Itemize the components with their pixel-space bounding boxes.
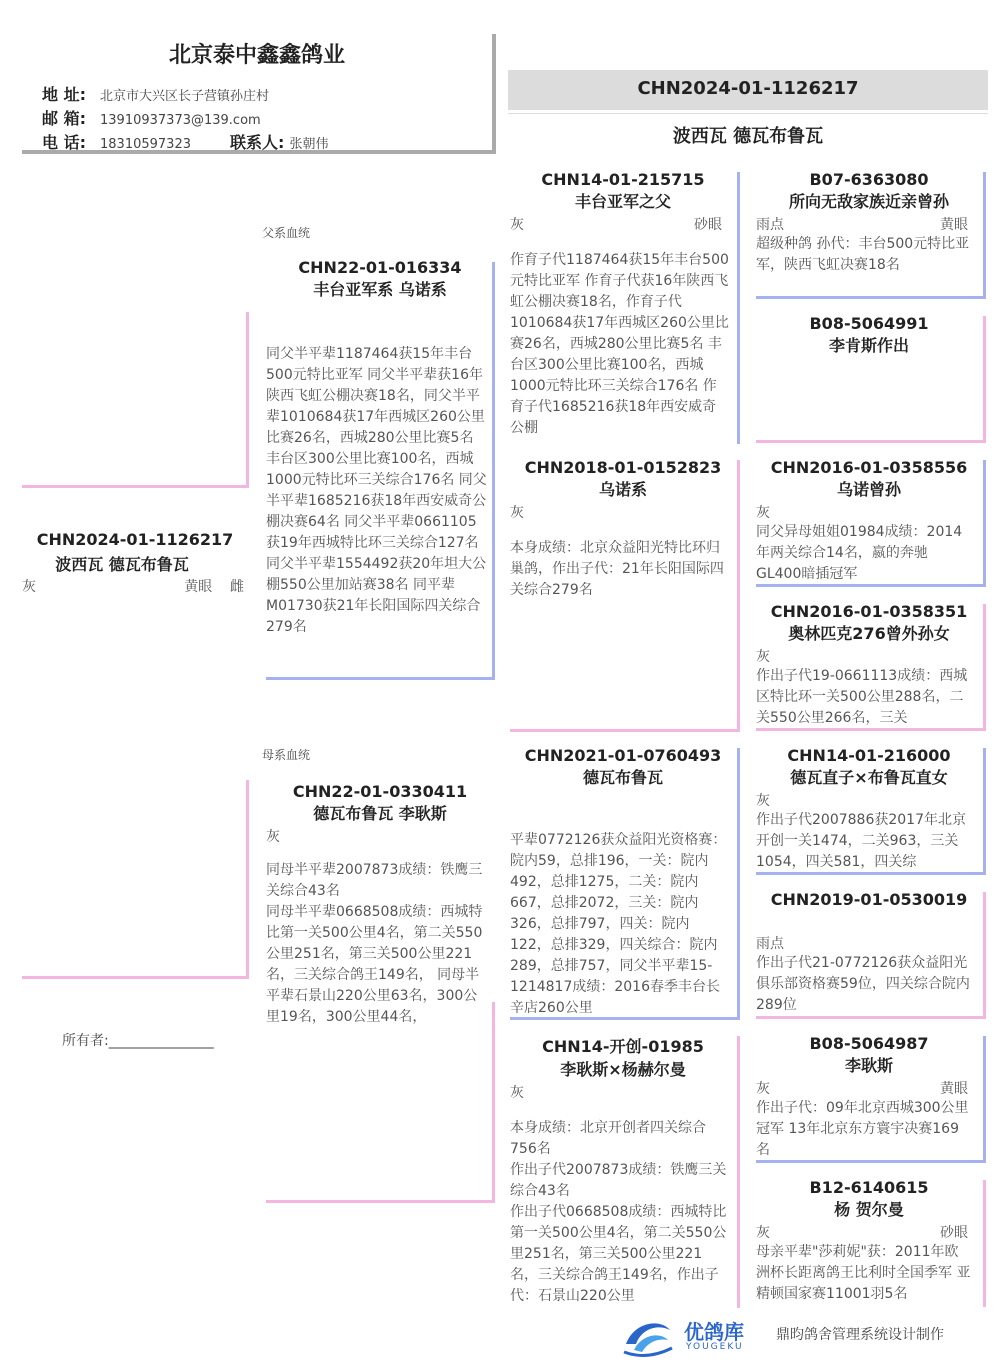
ss-right-line: [737, 172, 740, 444]
dsd-right-line: [983, 892, 986, 1019]
dam-ring: CHN22-01-0330411: [292, 782, 468, 801]
subject-sex: 雌: [230, 579, 244, 595]
ds-bottom-line: [510, 1017, 740, 1020]
sss-eye: 黄眼: [940, 217, 968, 233]
sd-ring: CHN2018-01-0152823: [524, 458, 722, 477]
sdd-color: 灰: [756, 649, 770, 665]
sdd-bottom-line: [756, 728, 986, 731]
dss-name: 德瓦直子×布鲁瓦直女: [790, 768, 948, 787]
footer-logo: [620, 1312, 760, 1360]
sd-desc: 本身成绩：北京众益阳光特比环归巢鸽，作出子代：21年长阳国际四关综合279名: [510, 540, 724, 598]
dss-color: 灰: [756, 793, 770, 809]
dss-right-line: [983, 748, 986, 875]
sss-card: [756, 170, 982, 298]
wave-logo-icon: [620, 1314, 676, 1358]
header-divider: [508, 113, 988, 114]
ds-ring: CHN2021-01-0760493: [524, 746, 722, 765]
subject-top-line: [22, 485, 248, 488]
sire-section-label: 父系血统: [262, 226, 311, 240]
sd-right-line: [737, 460, 740, 732]
dd-desc1: 本身成绩：北京开创者四关综合756名: [510, 1120, 706, 1157]
sd-color: 灰: [510, 505, 524, 521]
ss-color: 灰: [510, 217, 524, 233]
ddd-desc: 母亲平辈"莎莉妮"获：2011年欧洲杯长距离鸽王比利时全国季军 亚精顿国家赛11001羽5名: [756, 1244, 971, 1302]
dd-ring: CHN14-开创-01985: [542, 1037, 704, 1056]
sds-desc: 同父异母姐姐01984成绩：2014年两关综合14名，嬴的奔驰GL400暗插冠军: [756, 524, 963, 582]
sire-card: [266, 258, 494, 678]
sire-ring: CHN22-01-016334: [298, 258, 462, 277]
sss-right-line: [983, 172, 986, 299]
dam-color: 灰: [266, 829, 280, 845]
dds-bottom-line: [756, 1160, 986, 1163]
owner-label: 所有者:: [62, 1033, 109, 1049]
ds-card: [510, 746, 736, 1018]
dd-name: 李耿斯×杨赫尔曼: [560, 1060, 686, 1079]
sds-color: 灰: [756, 505, 770, 521]
dsd-card: [756, 890, 982, 1016]
dsd-desc: 作出子代21-0772126获众益阳光俱乐部资格赛59位，四关综合院内289位: [756, 955, 970, 1013]
address-label: 地 址:: [42, 85, 86, 104]
sire-bottom-line: [266, 677, 495, 680]
ddd-eye: 砂眼: [940, 1225, 968, 1241]
ddd-name: 杨 贺尔曼: [834, 1200, 904, 1219]
logo-text: 优鸽库: [684, 1320, 744, 1344]
sss-bottom-line: [756, 296, 986, 299]
sire-name: 丰台亚军系 乌诺系: [313, 280, 447, 299]
sds-ring: CHN2016-01-0358556: [770, 458, 968, 477]
ssd-right-line: [983, 316, 986, 443]
header-name: 波西瓦 德瓦布鲁瓦: [672, 126, 824, 147]
subject-name: 波西瓦 德瓦布鲁瓦: [55, 555, 189, 574]
subject-right-line: [246, 312, 249, 488]
sds-bottom-line: [756, 584, 986, 587]
sd-card: [510, 458, 736, 728]
sdd-desc: 作出子代19-0661113成绩：西城区特比环一关500公里288名，二关550公里266名，三关: [756, 668, 968, 726]
footer-credit: 鼎昀鸽舍管理系统设计制作: [776, 1327, 944, 1343]
dam-bottom-line: [266, 1200, 495, 1203]
sss-name: 所向无敌家族近亲曾孙: [788, 192, 949, 211]
dd-right-line: [737, 1036, 740, 1308]
subject-eye: 黄眼: [184, 579, 213, 595]
dds-ring: B08-5064987: [809, 1034, 929, 1053]
dam-card: [266, 782, 494, 1202]
dam-desc1: 同母半平辈2007873成绩：铁鹰三关综合43名: [266, 862, 483, 899]
dds-card: [756, 1034, 982, 1160]
email-label: 邮 箱:: [42, 109, 86, 128]
contact-label: 联系人:: [230, 133, 285, 152]
sdd-ring: CHN2016-01-0358351: [770, 602, 968, 621]
dsd-bottom-line: [756, 1016, 986, 1019]
ddd-ring: B12-6140615: [809, 1178, 929, 1197]
dds-desc: 作出子代：09年北京西城300公里冠军 13年北京东方寰宇决赛169名: [756, 1100, 969, 1158]
sds-card: [756, 458, 982, 586]
dds-color: 灰: [756, 1081, 770, 1097]
ss-desc: 作育子代1187464获15年丰台500元特比亚军 作育子代获16年陕西飞虹公棚决赛18名，作育子代1010684获17年西城区260公里比赛26名，西城280公里比赛5名 丰台区300公里比赛100名，西城1000元特比环三关综合176名 作育子代1685216获18年西安威奇公棚: [510, 252, 729, 436]
contact-value: 张朝伟: [289, 137, 329, 152]
dss-card: [756, 746, 982, 872]
phone-value: 18310597323: [100, 137, 191, 152]
subject-color: 灰: [22, 579, 36, 595]
subject-bottom-line: [22, 976, 248, 979]
company-box: [22, 34, 496, 154]
dsd-ring: CHN2019-01-0530019: [770, 890, 968, 909]
sdd-right-line: [983, 604, 986, 731]
dam-name: 德瓦布鲁瓦 李耿斯: [313, 804, 447, 823]
ddd-color: 灰: [756, 1225, 770, 1241]
subject-right-line-lower: [246, 780, 249, 979]
sds-right-line: [983, 460, 986, 587]
ss-card: [510, 170, 736, 442]
sire-desc: 同父半平辈1187464获15年丰台500元特比亚军 同父半平辈获16年陕西飞虹公棚决赛18名，同父半平辈1010684获17年西城区260公里比赛26名，西城280公里比赛5名 丰台区300公里比赛100名，西城1000元特比环三关综合176名 同父半平辈1685216获18年西安威奇公棚决赛64名 同父半平辈0661105获19年西城特比环三关综合127名 同父半平辈1554492获20年坦大公棚550公里加站赛38名 同平辈M01730获21年长阳国际四关综合279名: [266, 346, 487, 635]
dam-right-line: [492, 1002, 495, 1202]
dd-card: [510, 1034, 736, 1306]
owner-line: [62, 1030, 214, 1050]
email-value: 13910937373@139.com: [100, 113, 261, 128]
ssd-bottom-line: [756, 440, 986, 443]
sss-ring: B07-6363080: [809, 170, 929, 189]
ssd-ring: B08-5064991: [809, 314, 929, 333]
dd-desc3: 作出子代0668508成绩：西城特比第一关500公里4名，第二关550公里251名，第三关500公里221名，三关综合鸽王149名，作出子代：石景山220公里: [510, 1204, 727, 1304]
sss-color: 雨点: [756, 217, 784, 233]
ssd-name: 李肯斯作出: [828, 336, 909, 355]
dsd-color: 雨点: [756, 936, 784, 952]
header-ring: CHN2024-01-1126217: [637, 78, 859, 99]
dds-eye: 黄眼: [940, 1081, 968, 1097]
sss-desc: 超级种鸽 孙代：丰台500元特比亚军，陕西飞虹决赛18名: [756, 236, 970, 273]
header-ring-banner: [508, 70, 988, 110]
sd-bottom-line: [510, 729, 740, 732]
subject-attrs: [22, 576, 244, 596]
dds-right-line: [983, 1036, 986, 1163]
sire-right-line: [492, 262, 495, 680]
ddd-card: [756, 1178, 982, 1306]
dss-desc: 作出子代2007886获2017年北京开创一关1474，二关963，三关1054，四关581，四关综: [756, 812, 966, 870]
dss-ring: CHN14-01-216000: [787, 746, 951, 765]
sdd-name: 奥林匹克276曾外孙女: [788, 624, 950, 643]
dam-section-label: 母系血统: [262, 748, 311, 762]
company-name: 北京泰中鑫鑫鸽业: [168, 43, 345, 68]
ds-right-line: [737, 748, 740, 1020]
ss-ring: CHN14-01-215715: [541, 170, 705, 189]
dss-bottom-line: [756, 872, 986, 875]
ss-eye: 砂眼: [694, 217, 722, 233]
phone-label: 电 话:: [42, 133, 86, 152]
sd-name: 乌诺系: [598, 480, 647, 499]
sds-name: 乌诺曾孙: [836, 480, 901, 499]
ds-desc: 平辈0772126获众益阳光资格赛：院内59，总排196，一关：院内492，总排1275，二关：院内667，总排2072，三关：院内326，总排797，四关：院内122，总排329，四关综合：院内289，总排757，同父半平辈15-1214817成绩：2016春季丰台长辛店260公里: [510, 832, 727, 1016]
ds-name: 德瓦布鲁瓦: [582, 768, 663, 787]
dds-name: 李耿斯: [844, 1056, 893, 1075]
ddd-right-line: [983, 1180, 986, 1307]
ss-name: 丰台亚军之父: [574, 192, 671, 211]
owner-underline: _______________: [108, 1033, 214, 1049]
logo-subtext: YOUGEKU: [686, 1342, 744, 1352]
address-value: 北京市大兴区长子营镇孙庄村: [100, 89, 270, 104]
ssd-card: [756, 314, 982, 442]
dam-desc2: 同母半平辈0668508成绩：西城特比第一关500公里4名，第二关550公里251名，第三关500公里221名，三关综合鸽王149名， 同母半平辈石景山220公里63名，300公里19名，300公里44名，: [266, 904, 483, 1025]
subject-ring: CHN2024-01-1126217: [36, 530, 234, 549]
sdd-card: [756, 602, 982, 728]
dd-desc2: 作出子代2007873成绩：铁鹰三关综合43名: [510, 1162, 727, 1199]
dd-color: 灰: [510, 1085, 524, 1101]
